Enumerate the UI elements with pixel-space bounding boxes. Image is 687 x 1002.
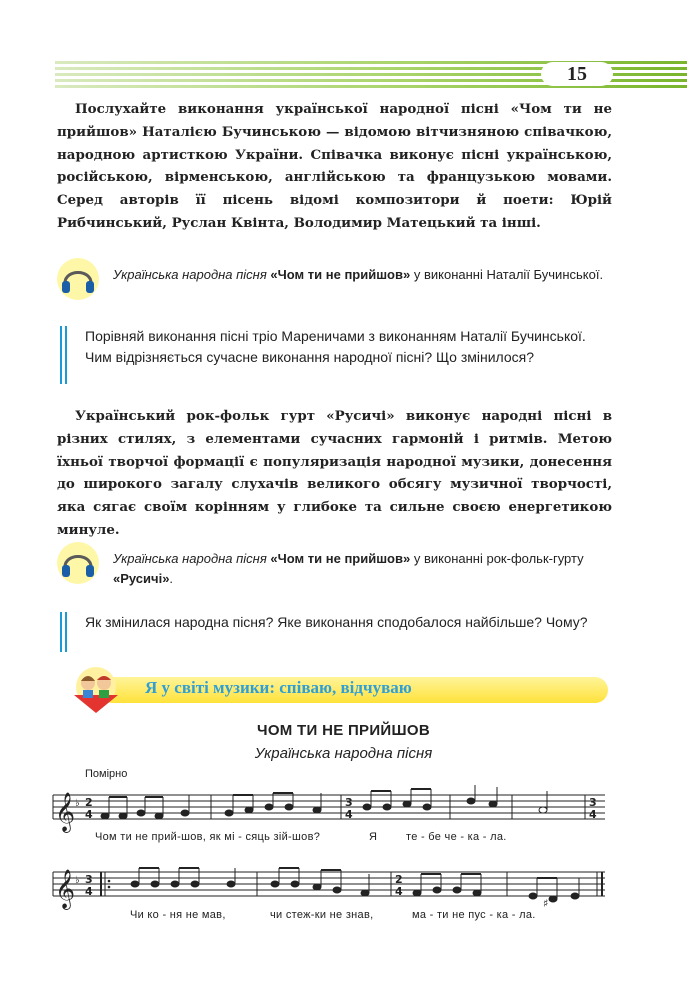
song-title: ЧОМ ТИ НЕ ПРИЙШОВ — [256, 722, 430, 739]
listen-song-title: «Чом ти не прийшов» — [270, 267, 411, 282]
headphones-icon — [56, 541, 100, 585]
section-banner — [70, 665, 610, 715]
lyrics-line-2-c: ма - ти не пус - ка - ла. — [412, 909, 536, 921]
page-number: 15 — [541, 62, 613, 86]
song-subtitle: Українська народна пісня — [254, 745, 433, 762]
svg-text:♯: ♯ — [543, 897, 549, 910]
lyrics-line-1-a: Чом ти не прий-шов, як мі - сяць зій-шов? — [95, 831, 321, 843]
question-marker — [60, 326, 68, 384]
question-block-2 — [60, 612, 620, 652]
listen-tail: у виконанні Наталії Бучинської. — [413, 267, 604, 282]
lyrics-line-2-a: Чи ко - ня не мав, — [130, 909, 226, 921]
listen-lead: Українська народна пісня — [113, 267, 267, 282]
svg-text:4: 4 — [85, 808, 93, 821]
svg-text:2: 2 — [85, 796, 93, 809]
svg-text:♭: ♭ — [75, 875, 80, 886]
lyrics-line-1-b: Я — [369, 831, 378, 843]
listen-text-2 — [113, 549, 613, 589]
svg-text:𝄞: 𝄞 — [55, 792, 76, 832]
svg-text:𝄞: 𝄞 — [55, 869, 76, 909]
lyrics-line-1-c: те - бе че - ка - ла. — [406, 831, 507, 843]
headphones-icon — [56, 257, 100, 301]
listen-end: . — [169, 571, 174, 586]
svg-text:♭: ♭ — [75, 798, 80, 809]
svg-text:3: 3 — [345, 796, 353, 809]
question-marker — [60, 612, 68, 652]
svg-text:4: 4 — [345, 808, 353, 821]
svg-text:3: 3 — [589, 796, 597, 809]
listen-song-title: «Чом ти не прийшов» — [270, 551, 411, 566]
listen-group-name: «Русичі» — [113, 571, 170, 586]
section-banner-title: Я у світі музики: співаю, відчуваю — [145, 678, 412, 697]
svg-text:4: 4 — [395, 885, 403, 898]
listen-text-1 — [113, 265, 613, 285]
children-icon — [70, 665, 130, 715]
lyrics-line-2-b: чи стеж-ки не знав, — [270, 909, 374, 921]
question-text-1: Порівняй виконання пісні тріо Мареничами з виконанням Наталії Бучинської. Чим відрізняється сучасне виконання народної пісні? Що змінилося? — [85, 328, 586, 365]
music-staff-1 — [45, 783, 615, 833]
listen-lead: Українська народна пісня — [113, 551, 267, 566]
paragraph-intro: Послухайте виконання української народної пісні «Чом ти не прийшов» Наталією Бучинською — відомою вітчизняною співачкою, народною артисткою України. Співачка виконує пісні українською, російською, вірменською, англійською та французькою мовами. Серед авторів її пісень відомі композитори й поети: Юрій Рибчинський, Руслан Квінта, Володимир Матецький та інші. — [57, 101, 612, 231]
svg-text:2: 2 — [395, 873, 403, 886]
svg-text:4: 4 — [85, 885, 93, 898]
music-staff-2 — [45, 860, 615, 910]
question-text-2: Як змінилася народна пісня? Яке виконання сподобалося найбільше? Чому? — [85, 614, 588, 630]
listen-block-2 — [56, 541, 616, 591]
paragraph-rusychi: Український рок-фольк гурт «Русичі» виконує народні пісні в різних стилях, з елементами сучасних гармоній і ритмів. Метою їхньої творчої формації є популяризація народної музики, донесення до широкого загалу слухачів великого обсягу музичної творчості, яка сягає своїм корінням у глибоке та сильне своєю енергетикою минуле. — [57, 408, 612, 538]
listen-middle: у виконанні рок-фольк-гурту — [413, 551, 584, 566]
tempo-marking: Помірно — [85, 768, 128, 780]
svg-text:4: 4 — [589, 808, 597, 821]
question-block-1 — [60, 326, 620, 384]
listen-block-1 — [56, 257, 616, 307]
svg-text:3: 3 — [85, 873, 93, 886]
